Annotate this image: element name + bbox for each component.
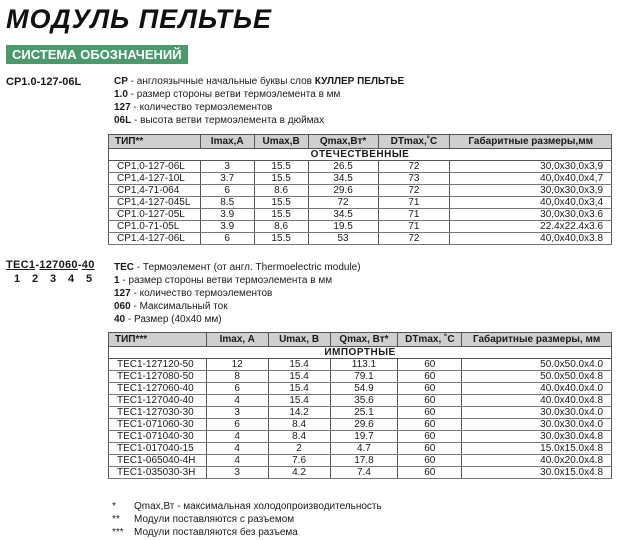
legend-text: Размер (40x40 мм) — [134, 314, 222, 325]
code-index: 3 — [49, 273, 57, 285]
cell-dimensions: 40,0x40,0x4,7 — [450, 173, 612, 185]
cell-imax: 6 — [200, 185, 254, 197]
table-row — [109, 467, 612, 479]
cell-qmax: 35.6 — [330, 395, 398, 407]
section-label: ОТЕЧЕСТВЕННЫЕ — [109, 149, 612, 161]
cell-type: CP1.0-127-05L — [109, 209, 201, 221]
cell-dtmax: 60 — [398, 419, 462, 431]
code-part-series: TEC — [6, 259, 29, 271]
designation-code-2: TEC1-127060-40 — [6, 259, 95, 271]
footnote-text: Модули поставляются без разъема — [134, 527, 298, 538]
cell-umax: 8.6 — [254, 221, 308, 233]
legend-row — [114, 101, 404, 114]
domestic-modules-table — [108, 134, 612, 245]
cell-qmax: 26.5 — [308, 161, 378, 173]
cell-dimensions: 40.0x40.0x4.0 — [462, 383, 612, 395]
cell-dimensions: 40.0x40.0x4.8 — [462, 395, 612, 407]
code-part-current: 060 — [58, 259, 78, 271]
table-row — [109, 443, 612, 455]
cell-type: TEC1-127120-50 — [109, 359, 207, 371]
col-header-dtmax: DTmax, ˚C — [398, 333, 462, 347]
footnote-mark: ** — [112, 514, 120, 525]
cell-imax: 4 — [206, 455, 268, 467]
cell-dimensions: 40,0x40,0x3.8 — [450, 233, 612, 245]
cell-type: TEC1-071040-30 — [109, 431, 207, 443]
col-header-type: ТИП** — [109, 135, 201, 149]
footnotes — [112, 500, 382, 539]
cell-type: TEC1-035030-3H — [109, 467, 207, 479]
cell-umax: 15.5 — [254, 197, 308, 209]
cell-dimensions: 30.0x15.0x4.8 — [462, 467, 612, 479]
cell-umax: 15.4 — [268, 359, 330, 371]
legend-key: 1 — [114, 275, 120, 286]
legend-text: Максимальный ток — [139, 301, 228, 312]
cell-dtmax: 72 — [378, 161, 450, 173]
cell-type: TEC1-017040-15 — [109, 443, 207, 455]
legend-sep: - — [130, 102, 140, 113]
cell-type: TEC1-127030-30 — [109, 407, 207, 419]
code-part-dimension: 40 — [81, 259, 95, 271]
legend-text: англоязычные начальные буквы слов — [136, 76, 315, 87]
cell-imax: 4 — [206, 395, 268, 407]
legend-text: количество термоэлементов — [139, 288, 273, 299]
table-row — [109, 173, 612, 185]
designation-legend-1 — [114, 75, 404, 127]
legend-text: количество термоэлементов — [139, 102, 273, 113]
cell-dimensions: 30.0x30.0x4.0 — [462, 419, 612, 431]
col-header-umax: Umax,B — [254, 135, 308, 149]
cell-imax: 12 — [206, 359, 268, 371]
cell-qmax: 25.1 — [330, 407, 398, 419]
legend-text: размер стороны ветви термоэлемента в мм — [128, 275, 333, 286]
cell-dimensions: 30,0x30,0x3,9 — [450, 185, 612, 197]
cell-umax: 8.4 — [268, 431, 330, 443]
cell-umax: 15.5 — [254, 209, 308, 221]
cell-imax: 8 — [206, 371, 268, 383]
code-index: 2 — [31, 273, 39, 285]
cell-umax: 8.4 — [268, 419, 330, 431]
legend-sep: - — [125, 314, 135, 325]
legend-text: высота ветви термоэлемента в дюймах — [140, 115, 325, 126]
page-title: МОДУЛЬ ПЕЛЬТЬЕ — [6, 4, 273, 34]
cell-type: CP1,4-127-10L — [109, 173, 201, 185]
col-header-qmax: Qmax,Вт* — [308, 135, 378, 149]
section-row — [109, 149, 612, 161]
designation-legend-2 — [114, 261, 361, 326]
cell-qmax: 53 — [308, 233, 378, 245]
table-row — [109, 383, 612, 395]
legend-row — [114, 88, 404, 101]
designation-code-2-indices — [8, 273, 98, 285]
cell-umax: 15.5 — [254, 233, 308, 245]
cell-dtmax: 60 — [398, 383, 462, 395]
cell-dtmax: 60 — [398, 443, 462, 455]
cell-umax: 4.2 — [268, 467, 330, 479]
cell-umax: 14.2 — [268, 407, 330, 419]
cell-type: TEC1-065040-4H — [109, 455, 207, 467]
cell-imax: 6 — [206, 383, 268, 395]
cell-umax: 7.6 — [268, 455, 330, 467]
legend-sep: - — [127, 89, 137, 100]
table-row — [109, 197, 612, 209]
cell-imax: 6 — [206, 419, 268, 431]
imported-modules-table — [108, 332, 612, 479]
legend-row — [114, 300, 361, 313]
legend-key: 06L — [114, 115, 132, 126]
table-row — [109, 419, 612, 431]
cell-type: TEC1-127040-40 — [109, 395, 207, 407]
legend-text-bold: КУЛЛЕР ПЕЛЬТЬЕ — [314, 76, 405, 87]
cell-umax: 15.4 — [268, 371, 330, 383]
table-header-row — [109, 135, 612, 149]
cell-qmax: 113.1 — [330, 359, 398, 371]
cell-imax: 4 — [206, 431, 268, 443]
cell-dimensions: 30,0x30,0x3.6 — [450, 209, 612, 221]
cell-dimensions: 50.0x50.0x4.8 — [462, 371, 612, 383]
legend-row — [114, 261, 361, 274]
col-header-qmax: Qmax, Вт* — [330, 333, 398, 347]
cell-dimensions: 30.0x30.0x4.0 — [462, 407, 612, 419]
cell-type: CP1,4-127-045L — [109, 197, 201, 209]
table-row — [109, 455, 612, 467]
legend-row — [114, 75, 404, 88]
code-index: 1 — [13, 273, 21, 285]
legend-text: Термоэлемент (от англ. Thermoelectric module) — [142, 262, 361, 273]
table-row — [109, 221, 612, 233]
table-row — [109, 395, 612, 407]
cell-dtmax: 60 — [398, 371, 462, 383]
col-header-type: ТИП*** — [109, 333, 207, 347]
cell-dimensions: 22.4x22.4x3.6 — [450, 221, 612, 233]
cell-type: TEC1-127060-40 — [109, 383, 207, 395]
legend-key: 40 — [114, 314, 126, 325]
legend-key: CP — [114, 76, 128, 87]
cell-umax: 15.5 — [254, 161, 308, 173]
cell-qmax: 34.5 — [308, 173, 378, 185]
table-row — [109, 209, 612, 221]
cell-imax: 3.7 — [200, 173, 254, 185]
legend-key: TEC — [114, 262, 134, 273]
code-index: 4 — [67, 273, 75, 285]
cell-qmax: 34.5 — [308, 209, 378, 221]
footnote-text: Qmax,Вт - максимальная холодопроизводительность — [134, 501, 382, 512]
cell-imax: 3.9 — [200, 221, 254, 233]
cell-umax: 15.4 — [268, 395, 330, 407]
footnote — [112, 526, 382, 539]
legend-sep: - — [130, 301, 140, 312]
cell-type: CP1,0-127-06L — [109, 161, 201, 173]
cell-umax: 15.5 — [254, 173, 308, 185]
table-row — [109, 233, 612, 245]
cell-imax: 3.9 — [200, 209, 254, 221]
cell-dtmax: 71 — [378, 197, 450, 209]
cell-dimensions: 40.0x20.0x4.8 — [462, 455, 612, 467]
cell-qmax: 4.7 — [330, 443, 398, 455]
cell-dimensions: 30.0x30.0x4.8 — [462, 431, 612, 443]
cell-dtmax: 60 — [398, 431, 462, 443]
legend-sep: - — [130, 288, 140, 299]
cell-dtmax: 60 — [398, 395, 462, 407]
cell-qmax: 19.7 — [330, 431, 398, 443]
cell-umax: 8.6 — [254, 185, 308, 197]
legend-key: 127 — [114, 102, 131, 113]
footnote-mark: *** — [112, 527, 124, 538]
section-row — [109, 347, 612, 359]
cell-qmax: 72 — [308, 197, 378, 209]
table-row — [109, 161, 612, 173]
col-header-dimensions: Габаритные размеры, мм — [462, 333, 612, 347]
cell-dtmax: 60 — [398, 359, 462, 371]
legend-key: 1.0 — [114, 89, 128, 100]
cell-umax: 2 — [268, 443, 330, 455]
legend-text: размер стороны ветви термоэлемента в мм — [136, 89, 341, 100]
cell-imax: 3 — [200, 161, 254, 173]
legend-key: 060 — [114, 301, 131, 312]
section-label: ИМПОРТНЫЕ — [109, 347, 612, 359]
table-row — [109, 359, 612, 371]
col-header-umax: Umax, B — [268, 333, 330, 347]
cell-dtmax: 73 — [378, 173, 450, 185]
cell-dtmax: 60 — [398, 407, 462, 419]
cell-type: TEC1-071060-30 — [109, 419, 207, 431]
section-badge: СИСТЕМА ОБОЗНАЧЕНИЙ — [6, 45, 188, 64]
legend-row — [114, 114, 404, 127]
cell-imax: 8.5 — [200, 197, 254, 209]
table-header-row — [109, 333, 612, 347]
cell-type: CP1,4-71-064 — [109, 185, 201, 197]
cell-imax: 6 — [200, 233, 254, 245]
legend-sep: - — [127, 76, 137, 87]
cell-type: TEC1-127080-50 — [109, 371, 207, 383]
footnote — [112, 513, 382, 526]
cell-dimensions: 30,0x30,0x3,9 — [450, 161, 612, 173]
cell-qmax: 29.6 — [330, 419, 398, 431]
cell-dimensions: 40,0x40,0x3,4 — [450, 197, 612, 209]
designation-code-1: CP1.0-127-06L — [6, 76, 82, 88]
legend-sep: - — [131, 115, 141, 126]
col-header-imax: Imax, A — [206, 333, 268, 347]
cell-type: CP1.0-71-05L — [109, 221, 201, 233]
col-header-dimensions: Габаритные размеры,мм — [450, 135, 612, 149]
code-index: 5 — [85, 273, 93, 285]
legend-row — [114, 274, 361, 287]
cell-dimensions: 50.0x50.0x4.0 — [462, 359, 612, 371]
cell-dtmax: 72 — [378, 233, 450, 245]
cell-qmax: 19.5 — [308, 221, 378, 233]
cell-imax: 3 — [206, 407, 268, 419]
table-row — [109, 407, 612, 419]
legend-row — [114, 287, 361, 300]
cell-qmax: 29.6 — [308, 185, 378, 197]
cell-dimensions: 15.0x15.0x4.8 — [462, 443, 612, 455]
footnote-mark: * — [112, 501, 116, 512]
legend-key: 127 — [114, 288, 131, 299]
cell-qmax: 7.4 — [330, 467, 398, 479]
table-row — [109, 185, 612, 197]
cell-dtmax: 60 — [398, 455, 462, 467]
legend-sep: - — [119, 275, 129, 286]
footnote-text: Модули поставляются с разъемом — [134, 514, 295, 525]
table-row — [109, 431, 612, 443]
cell-type: CP1.4-127-06L — [109, 233, 201, 245]
cell-qmax: 79.1 — [330, 371, 398, 383]
cell-qmax: 54.9 — [330, 383, 398, 395]
table-row — [109, 371, 612, 383]
footnote — [112, 500, 382, 513]
cell-umax: 15.4 — [268, 383, 330, 395]
col-header-dtmax: DTmax,˚C — [378, 135, 450, 149]
code-part-size: 1 — [28, 259, 36, 271]
cell-dtmax: 60 — [398, 467, 462, 479]
cell-dtmax: 72 — [378, 185, 450, 197]
cell-qmax: 17.8 — [330, 455, 398, 467]
cell-dtmax: 71 — [378, 209, 450, 221]
cell-dtmax: 71 — [378, 221, 450, 233]
cell-imax: 3 — [206, 467, 268, 479]
col-header-imax: Imax,A — [200, 135, 254, 149]
legend-sep: - — [134, 262, 143, 273]
cell-imax: 4 — [206, 443, 268, 455]
code-part-count: 127 — [39, 259, 59, 271]
legend-row — [114, 313, 361, 326]
